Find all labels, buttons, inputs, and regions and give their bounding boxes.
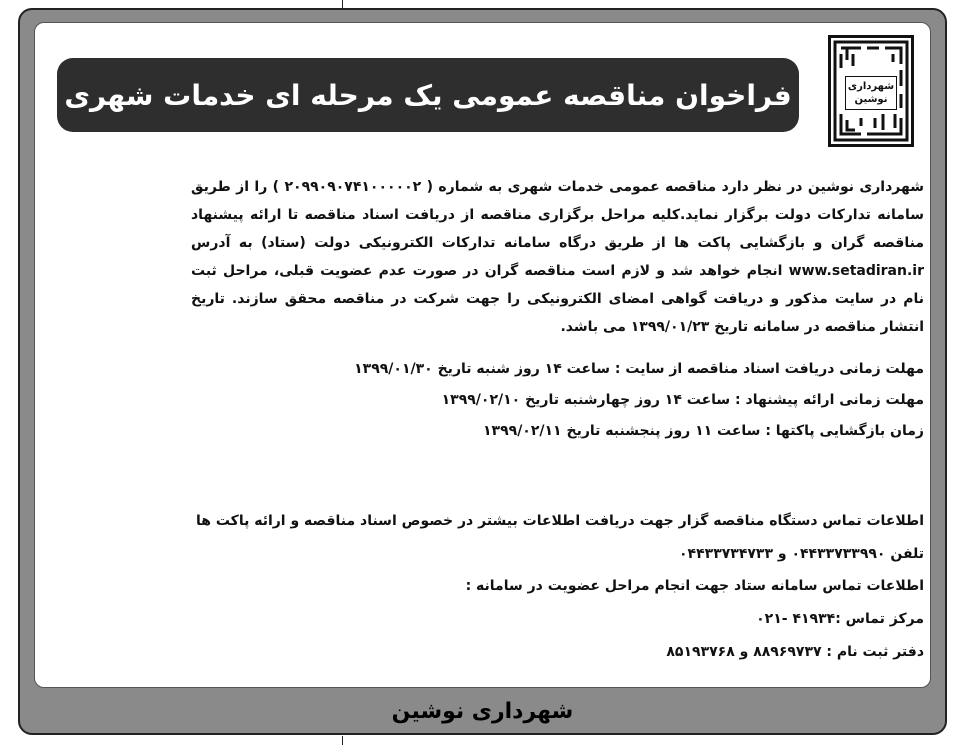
- contact-phone: تلفن ۰۴۴۳۳۷۳۳۹۹۰ و ۰۴۴۳۳۷۳۴۷۳۳: [679, 546, 924, 562]
- municipality-logo: [828, 35, 914, 147]
- column-rule-top: [342, 0, 343, 8]
- footer-banner: [20, 693, 945, 729]
- advertisement-frame: [18, 8, 947, 735]
- contact-heading: اطلاعات تماس دستگاه مناقصه گزار جهت دریافت اطلاعات بیشتر در خصوص اسناد مناقصه و ارائه پاکت ها: [196, 513, 924, 529]
- logo-label-line2: نوشین: [854, 94, 888, 105]
- logo-label: [845, 76, 897, 110]
- setad-call-center: مرکز تماس :۴۱۹۳۴ -۰۲۱: [756, 611, 924, 627]
- setad-contact-heading: اطلاعات تماس سامانه ستاد جهت انجام مراحل عضویت در سامانه :: [465, 578, 924, 594]
- deadline-documents: مهلت زمانی دریافت اسناد مناقصه از سایت : ساعت ۱۴ روز شنبه تاریخ ۱۳۹۹/۰۱/۳۰: [354, 361, 924, 377]
- deadline-proposal: مهلت زمانی ارائه پیشنهاد : ساعت ۱۴ روز چهارشنبه تاریخ ۱۳۹۹/۰۲/۱۰: [441, 392, 924, 408]
- deadline-opening: زمان بازگشایی پاکتها : ساعت ۱۱ روز پنجشنبه تاریخ ۱۳۹۹/۰۲/۱۱: [483, 423, 924, 439]
- footer-signature: شهرداری نوشین: [391, 698, 574, 724]
- tender-description: شهرداری نوشین در نظر دارد مناقصه عمومی خدمات شهری به شماره ( ۲۰۹۹۰۹۰۷۴۱۰۰۰۰۰۲ ) را از طریق سامانه تدارکات دولت برگزار نماید.کلیه مراحل برگزاری مناقصه از دریافت اسناد مناقصه تا ارائه پیشنهاد مناقصه گران و بازگشایی پاکت ها از طریق درگاه سامانه تدارکات الکترونیکی دولت (ستاد) به آدرس www.setadiran.ir انجام خواهد شد و لازم است مناقصه گران در صورت عدم عضویت قبلی، مراحل ثبت نام در سایت مذکور و دریافت گواهی امضای الکترونیکی را جهت شرکت در مناقصه محقق سازند. تاریخ انتشار مناقصه در سامانه تاریخ ۱۳۹۹/۰۱/۲۳ می باشد.: [191, 179, 924, 335]
- contact-list: [191, 507, 924, 666]
- column-rule-bottom: [342, 736, 343, 745]
- title-banner: [57, 58, 799, 132]
- setad-registration-office: دفتر ثبت نام : ۸۸۹۶۹۷۳۷ و ۸۵۱۹۳۷۶۸: [666, 644, 924, 660]
- content-panel: [34, 22, 931, 688]
- logo-label-line1: شهرداری: [847, 81, 895, 92]
- page-title: فراخوان مناقصه عمومی یک مرحله ای خدمات شهری: [64, 78, 792, 112]
- deadline-list: [191, 355, 924, 445]
